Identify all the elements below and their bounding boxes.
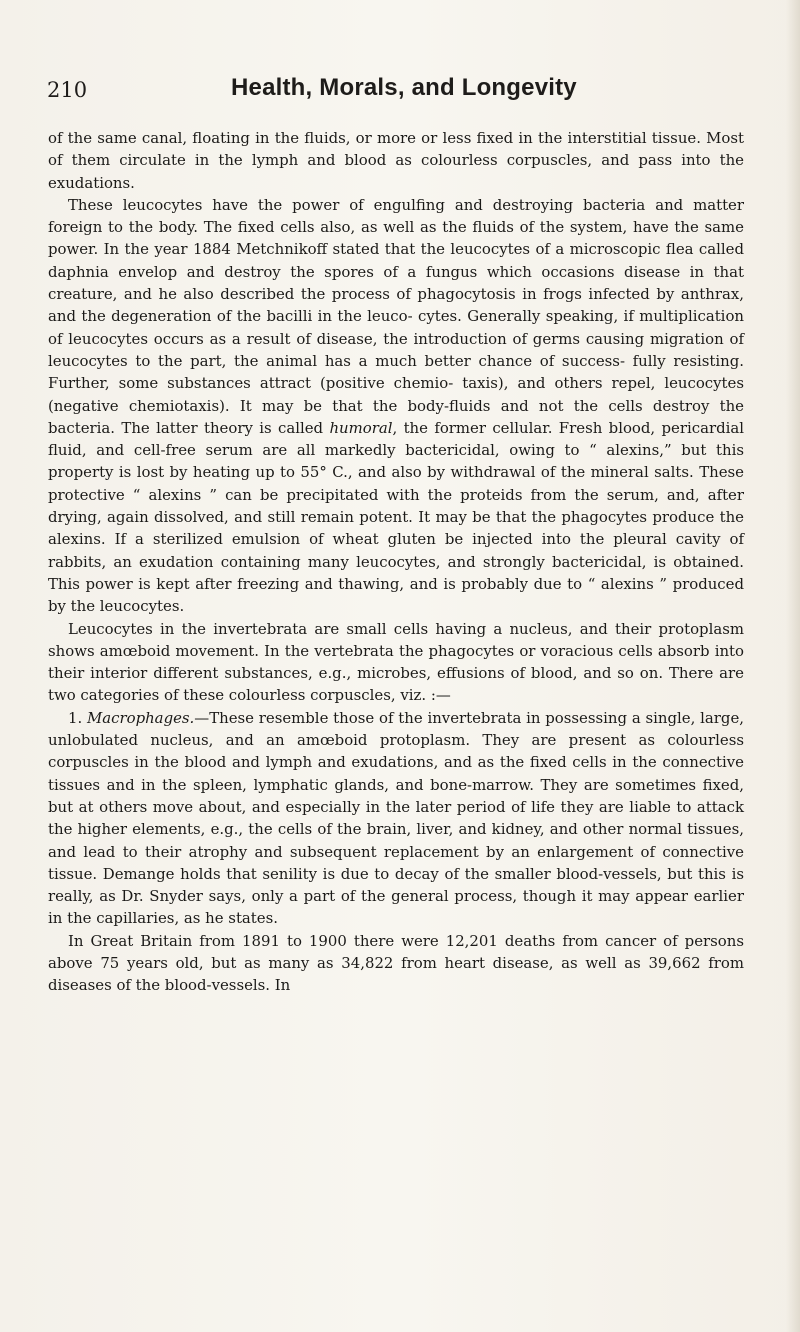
paragraph <box>48 127 744 194</box>
paragraph <box>48 930 744 997</box>
italic-term: humoral <box>329 418 393 437</box>
paragraph <box>48 194 744 618</box>
italic-term: Macrophages. <box>87 708 195 727</box>
list-number: 1. <box>68 708 88 727</box>
text-run: These leucocytes have the power of engulfing and destroying bacteria and matter foreign to the body. The fixed cells also, as well as the fluids of the system, have the same power. In the year 1884 Metchnikoff stated that the leucocytes of a microscopic flea called daphnia envelop and destroy the spores of a fungus which occasions disease in that creature, and he also described the process of phagocytosis in frogs infected by anthrax, and the degeneration of the bacilli in the leuco- cytes. Generally speaking, if multiplication of leucocytes occurs as a result of disease, the introduction of germs causing migration of leucocytes to the part, the animal has a much better chance of success- fully resisting. Further, some substances attract (positive chemio- taxis), and others repel, leucocytes (negative chemiotaxis). It may be that the body-fluids and not the cells destroy the bacteria. The latter theory is called <box>48 195 744 437</box>
body-text <box>48 127 744 997</box>
paragraph <box>48 618 744 707</box>
text-run: —These resemble those of the invertebrata in possessing a single, large, unlobulated nucleus, and an amœboid protoplasm. They are present as colourless corpuscles in the blood and lymph and exudations, and as the fixed cells in the connective tissues and in the spleen, lymphatic glands, and bone-marrow. They are sometimes fixed, but at others move about, and especially in the later period of life they are liable to attack the higher elements, e.g., the cells of the brain, liver, and kidney, and other normal tissues, and lead to their atrophy and subsequent replacement by an enlargement of connective tissue. Demange holds that senility is due to decay of the smaller blood-vessels, but this is really, as Dr. Snyder says, only a part of the general process, though it may appear earlier in the capillaries, as he states. <box>48 708 744 928</box>
page-number: 210 <box>47 78 88 102</box>
text-run: Leucocytes in the invertebrata are small cells having a nucleus, and their protoplasm shows amœboid movement. In the vertebrata the phagocytes or voracious cells absorb into their interior different substances, e.g., microbes, effusions of blood, and so on. There are two categories of these colourless corpuscles, viz. :— <box>48 619 744 705</box>
paragraph <box>48 707 744 930</box>
text-run: In Great Britain from 1891 to 1900 there were 12,201 deaths from cancer of persons above 75 years old, but as many as 34,822 from heart disease, as well as 39,662 from diseases of the blood-vessels. In <box>48 931 744 995</box>
running-head: Health, Morals, and Longevity <box>231 74 577 101</box>
page-edge-shadow <box>786 0 800 1332</box>
page-header <box>47 74 687 114</box>
text-run: of the same canal, floating in the fluids, or more or less fixed in the interstitial tissue. Most of them circulate in the lymph and blood as colourless corpuscles, and pass into the exudations. <box>48 129 744 192</box>
text-run: , the former cellular. Fresh blood, pericardial fluid, and cell-free serum are all markedly bactericidal, owing to “ alexins,” but this property is lost by heating up to 55° C., and also by withdrawal of the mineral salts. These protective “ alexins ” can be precipitated with the proteids from the serum, and, after drying, again dissolved, and still remain potent. It may be that the phagocytes produce the alexins. If a sterilized emulsion of wheat gluten be injected into the pleural cavity of rabbits, an exudation containing many leucocytes, and strongly bactericidal, is obtained. This power is kept after freezing and thawing, and is probably due to “ alexins ” produced by the leucocytes. <box>48 418 745 616</box>
